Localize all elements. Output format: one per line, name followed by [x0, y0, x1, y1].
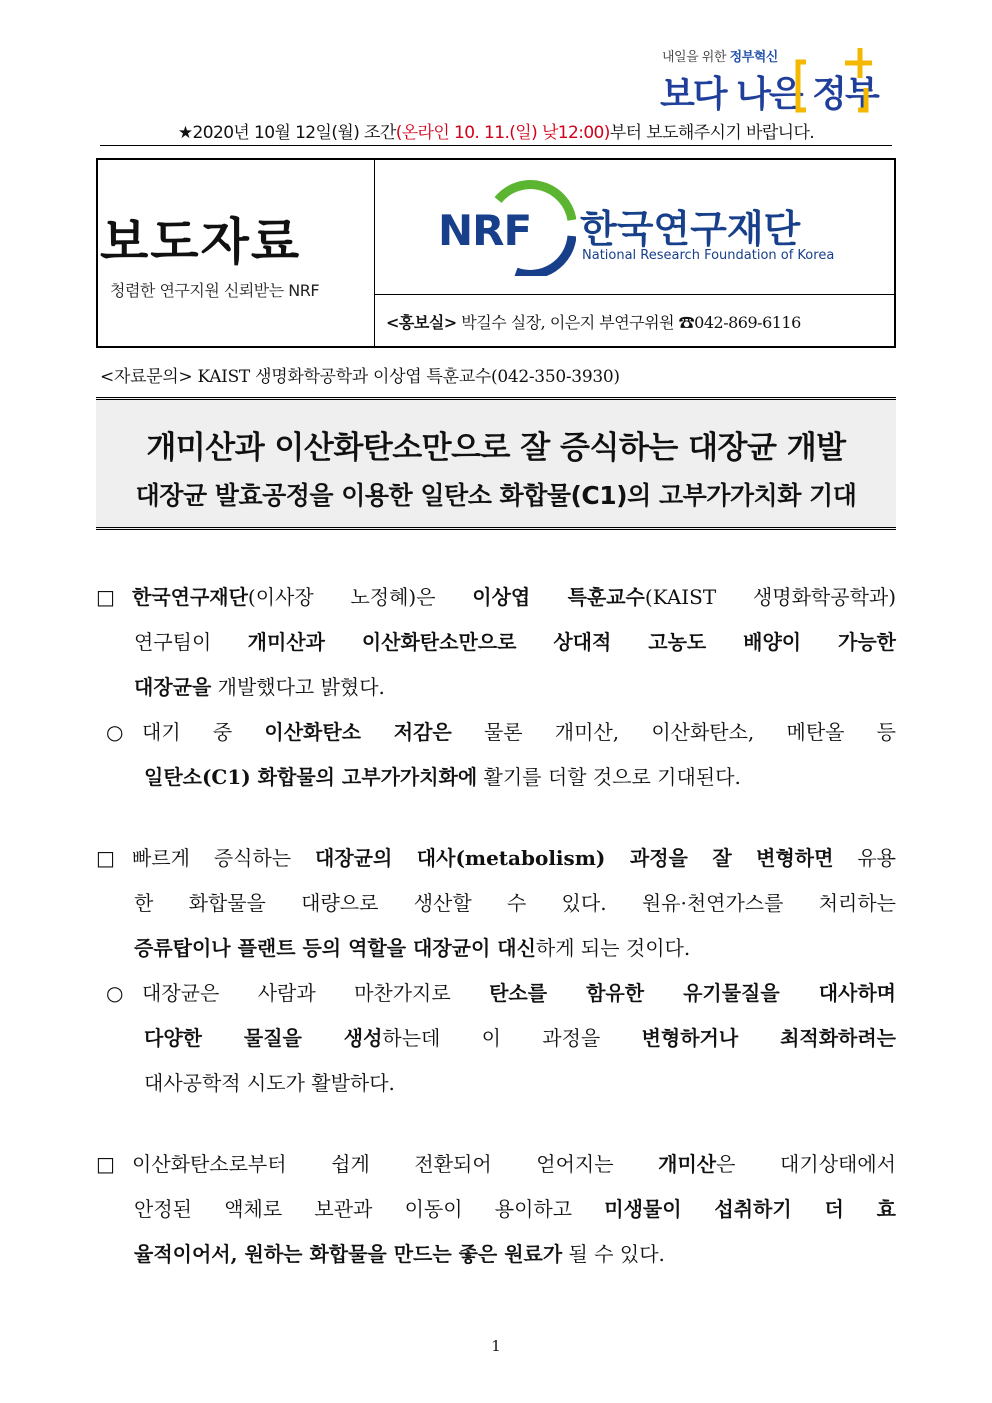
gov-logo-tagline — [662, 46, 778, 65]
text-run: 유용 — [833, 846, 896, 870]
bold-text-run: 이산화탄소 저감은 — [264, 720, 452, 744]
headline-box — [96, 397, 896, 530]
text-run: (KAIST 생명화학공학과) — [644, 585, 897, 609]
embargo-underline — [100, 145, 892, 146]
body-paragraph-2 — [96, 836, 896, 971]
embargo-notice — [100, 118, 892, 143]
text-line — [96, 665, 896, 710]
circle-bullet-icon: ○ — [106, 981, 124, 1005]
text-run: 이산화탄소로부터 쉽게 전환되어 얻어지는 — [132, 1152, 659, 1176]
gov-logo-bracket-icon — [792, 48, 872, 120]
bold-text-run: 대장균을 — [134, 675, 212, 699]
headline-main: 개미산과 이산화탄소만으로 잘 증식하는 대장균 개발 — [146, 430, 846, 466]
header-divider-horizontal — [374, 294, 894, 295]
bold-text-run: 율적이어서, 원하는 화합물을 만드는 좋은 원료가 — [134, 1242, 563, 1266]
nrf-logo — [438, 178, 858, 278]
bold-text-run: 다양한 물질을 생성 — [144, 1026, 383, 1050]
nrf-name-korean: 한국연구재단 — [580, 207, 801, 251]
pr-contact-people: 박길수 실장, 이은지 부연구위원 — [461, 313, 675, 332]
header-divider-vertical — [374, 160, 375, 346]
pr-contact-line — [386, 310, 801, 333]
body-paragraph-1 — [96, 575, 896, 710]
press-slogan: 청렴한 연구지원 신뢰받는 NRF — [110, 281, 320, 300]
text-line — [96, 1142, 896, 1187]
circle-bullet-icon: ○ — [106, 720, 124, 744]
text-run: (이사장 노정혜)은 — [247, 585, 473, 609]
checkbox-bullet-icon: □ — [96, 846, 115, 870]
text-run: 대기 중 — [142, 720, 265, 744]
text-run: 은 대기상태에서 — [716, 1152, 896, 1176]
text-line — [96, 620, 896, 665]
body-subpoint-2 — [96, 971, 896, 1106]
text-run: 개발했다고 밝혔다. — [211, 675, 385, 699]
checkbox-bullet-icon: □ — [96, 585, 115, 609]
gov-logo-wordmark: 보다 나은 정부 — [660, 74, 878, 115]
body-subpoint-1 — [96, 710, 896, 800]
bold-text-run: 대장균의 대사(metabolism) 과정을 잘 변형하면 — [315, 846, 834, 870]
text-line — [96, 1232, 896, 1277]
checkbox-bullet-icon: □ — [96, 1152, 115, 1176]
bold-text-run: 증류탑이나 플랜트 등의 역할을 대장균이 대신 — [134, 936, 536, 960]
bold-text-run: 한국연구재단 — [132, 585, 248, 609]
bold-text-run: 미생물이 섭취하기 더 효 — [604, 1197, 896, 1221]
press-release-label: 보도자료 — [100, 213, 302, 271]
phone-icon: ☎ — [678, 313, 695, 332]
text-line — [96, 971, 896, 1016]
text-line — [96, 575, 896, 620]
bold-text-run: 개미산과 이산화탄소만으로 상대적 고농도 배양이 가능한 — [247, 630, 897, 654]
text-run: 한 화합물을 대량으로 생산할 수 있다. 원유·천연가스를 처리하는 — [134, 891, 896, 915]
bold-text-run: 일탄소(C1) 화합물의 고부가가치화에 — [144, 765, 478, 789]
text-run: 하는데 이 과정을 — [382, 1026, 642, 1050]
text-line — [96, 1187, 896, 1232]
nrf-abbr: NRF — [438, 206, 532, 255]
body-paragraph-3 — [96, 1142, 896, 1277]
text-run: 될 수 있다. — [562, 1242, 665, 1266]
text-run: 빠르게 증식하는 — [132, 846, 316, 870]
nrf-name-english: National Research Foundation of Korea — [582, 248, 835, 263]
text-run: 안정된 액체로 보관과 이동이 용이하고 — [134, 1197, 605, 1221]
bold-text-run: 개미산 — [658, 1152, 717, 1176]
inquiry-contact: <자료문의> KAIST 생명화학공학과 이상엽 특훈교수(042-350-3930) — [100, 367, 620, 387]
text-line — [96, 710, 896, 755]
headline-sub: 대장균 발효공정을 이용한 일탄소 화합물(C1)의 고부가가치화 기대 — [135, 481, 857, 510]
text-line — [96, 1016, 896, 1061]
text-line — [96, 755, 896, 800]
text-run: 물론 개미산, 이산화탄소, 메탄올 등 — [451, 720, 896, 744]
bold-text-run: 이상엽 특훈교수 — [472, 585, 645, 609]
embargo-date: ★2020년 10월 12일(월) 조간 — [177, 123, 396, 143]
text-line — [96, 881, 896, 926]
text-run: 하게 되는 것이다. — [535, 936, 691, 960]
embargo-suffix: 부터 보도해주시기 바랍니다. — [609, 123, 815, 143]
press-header-table — [96, 158, 896, 348]
text-line — [96, 836, 896, 881]
bold-text-run: 변형하거나 최적화하려는 — [641, 1026, 896, 1050]
pr-contact-phone: 042-869-6116 — [694, 313, 801, 332]
text-run: 연구팀이 — [134, 630, 248, 654]
gov-logo-tagline-prefix: 내일을 위한 — [662, 50, 726, 65]
pr-contact-label: <홍보실> — [386, 313, 457, 332]
bold-text-run: 탄소를 함유한 유기물질을 대사하며 — [489, 981, 896, 1005]
gov-innovation-logo — [660, 38, 900, 118]
text-line — [96, 926, 896, 971]
text-run: 대사공학적 시도가 활발하다. — [144, 1071, 395, 1095]
text-run: 대장균은 사람과 마찬가지로 — [142, 981, 490, 1005]
text-line — [96, 1061, 896, 1106]
text-run: 활기를 더할 것으로 기대된다. — [477, 765, 741, 789]
gov-logo-tagline-accent: 정부혁신 — [729, 50, 778, 65]
page-number: 1 — [491, 1337, 501, 1355]
embargo-online-time: (온라인 10. 11.(일) 낮12:00) — [395, 123, 610, 143]
